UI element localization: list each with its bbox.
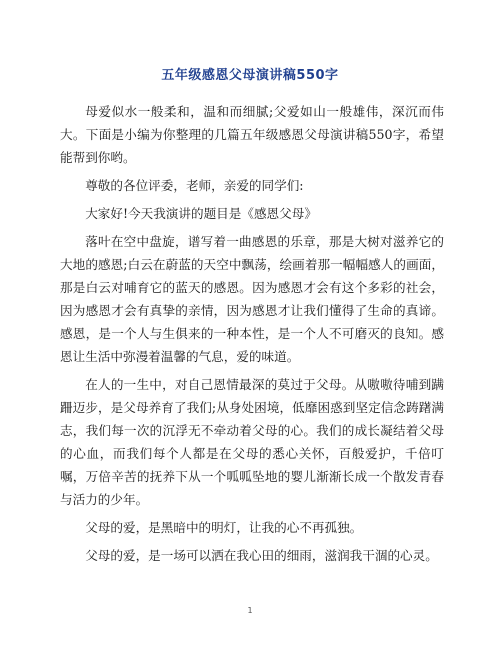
paragraph-body: 在人的一生中，对自己恩情最深的莫过于父母。从嗷嗷待哺到蹒跚迈步，是父母养育了我们;从身处困境，低靡困惑到坚定信念踌躇满志，我们每一次的沉浮无不牵动着父母的心。我们的成长凝结着父母的心血，而我们每个人都是在父母的悉心关怀，百般爱护，千倍叮嘱，万倍辛苦的抚养下从一个呱呱坠地的婴儿渐渐长成一个散发青春与活力的少年。 bbox=[60, 377, 444, 507]
document-title: 五年级感恩父母演讲稿550字 bbox=[161, 68, 339, 83]
paragraph-body: 落叶在空中盘旋，谱写着一曲感恩的乐章，那是大树对滋养它的大地的感恩;白云在蔚蓝的天空中飘荡，绘画着那一幅幅感人的画面，那是白云对哺育它的蓝天的感恩。因为感恩才会有这个多彩的社会，因为感恩才会有真挚的亲情，因为感恩才让我们懂得了生命的真谛。感恩，是一个人与生俱来的一种本性，是一个人不可磨灭的良知。感恩让生活中弥漫着温馨的气息，爱的味道。 bbox=[60, 234, 444, 364]
paragraph-intro: 母爱似水一般柔和，温和而细腻;父爱如山一般雄伟，深沉而伟大。下面是小编为你整理的几篇五年级感恩父母演讲稿550字，希望能帮到你哟。 bbox=[60, 104, 444, 165]
page-number: 1 bbox=[247, 606, 253, 615]
paragraph-greeting: 尊敬的各位评委，老师，亲爱的同学们: bbox=[85, 178, 304, 193]
paragraph-body: 父母的爱，是黑暗中的明灯，让我的心不再孤独。 bbox=[85, 520, 363, 535]
paragraph-topic: 大家好!今天我演讲的题目是《感恩父母》 bbox=[85, 206, 317, 221]
document-body bbox=[60, 100, 444, 572]
paragraph-body: 父母的爱，是一场可以洒在我心田的细雨，滋润我干涸的心灵。 bbox=[85, 548, 438, 563]
